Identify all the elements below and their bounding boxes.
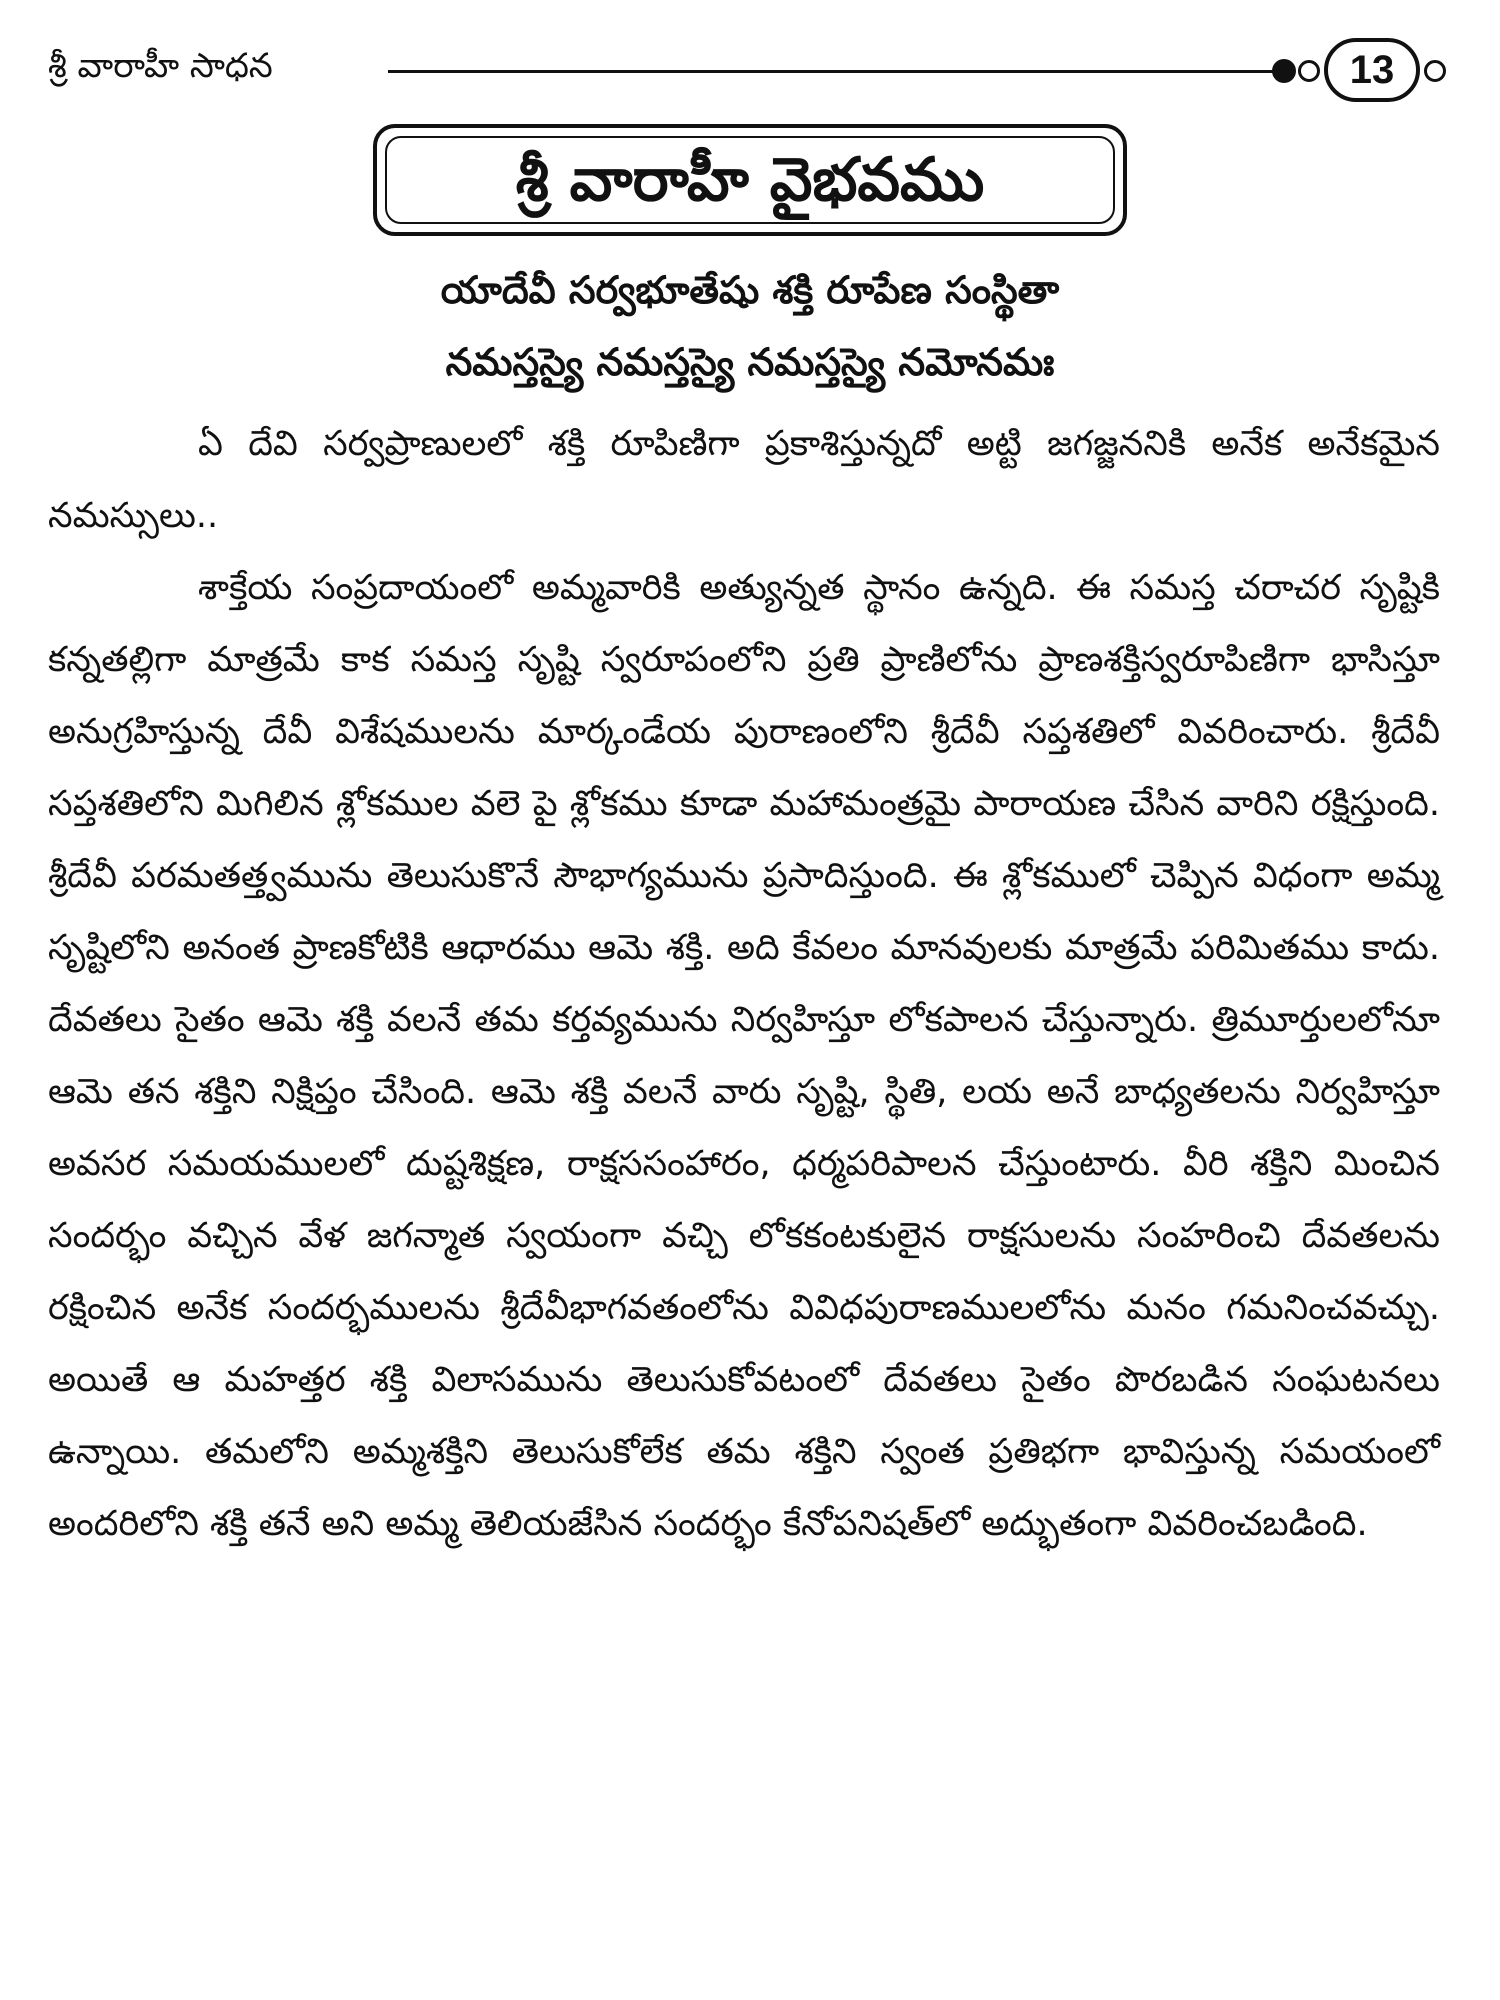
running-title: శ్రీ వారాహీ సాధన <box>48 46 273 86</box>
filled-dot-ornament-icon <box>1272 59 1296 83</box>
page-header <box>48 40 1448 96</box>
body-text <box>48 408 1440 1560</box>
ring-ornament-icon <box>1298 60 1320 82</box>
page-title: శ్రీ వారాహీ వైభవము <box>515 145 985 215</box>
paragraph: శాక్తేయ సంప్రదాయంలో అమ్మవారికి అత్యున్నత స్థానం ఉన్నది. ఈ సమస్త చరాచర సృష్టికి కన్నతల్లిగా మాత్రమే కాక సమస్త సృష్టి స్వరూపంలోని ప్రతి ప్రాణిలోను ప్రాణశక్తిస్వరూపిణిగా భాసిస్తూ అనుగ్రహిస్తున్న దేవీ విశేషములను మార్కండేయ పురాణంలోని శ్రీదేవీ సప్తశతిలో వివరించారు. శ్రీదేవీ సప్తశతిలోని మిగిలిన శ్లోకముల వలె పై శ్లోకము కూడా మహామంత్రమై పారాయణ చేసిన వారిని రక్షిస్తుంది. శ్రీదేవీ పరమతత్త్వమును తెలుసుకొనే సౌభాగ్యమును ప్రసాదిస్తుంది. ఈ శ్లోకములో చెప్పిన విధంగా అమ్మ సృష్టిలోని అనంత ప్రాణకోటికి ఆధారము ఆమె శక్తి. అది కేవలం మానవులకు మాత్రమే పరిమితము కాదు. దేవతలు సైతం ఆమె శక్తి వలనే తమ కర్తవ్యమును నిర్వహిస్తూ లోకపాలన చేస్తున్నారు. త్రిమూర్తులలోనూ ఆమె తన శక్తిని నిక్షిప్తం చేసింది. ఆమె శక్తి వలనే వారు సృష్టి, స్థితి, లయ అనే బాధ్యతలను నిర్వహిస్తూ అవసర సమయములలో దుష్టశిక్షణ, రాక్షససంహారం, ధర్మపరిపాలన చేస్తుంటారు. వీరి శక్తిని మించిన సందర్భం వచ్చిన వేళ జగన్మాత స్వయంగా వచ్చి లోకకంటకులైన రాక్షసులను సంహరించి దేవతలను రక్షించిన అనేక సందర్భములను శ్రీదేవీభాగవతంలోను వివిధపురాణములలోను మనం గమనించవచ్చు. అయితే ఆ మహత్తర శక్తి విలాసమును తెలుసుకోవటంలో దేవతలు సైతం పొరబడిన సంఘటనలు ఉన్నాయి. తమలోని అమ్మశక్తిని తెలుసుకోలేక తమ శక్తిని స్వంత ప్రతిభగా భావిస్తున్న సమయంలో అందరిలోని శక్తి తనే అని అమ్మ తెలియజేసిన సందర్భం కేనోపనిషత్‌లో అద్భుతంగా వివరించబడింది. <box>48 568 1440 1544</box>
verse-line-1: యాదేవీ సర్వభూతేషు శక్తి రూపేణ సంస్థితా <box>440 268 1060 312</box>
ring-ornament-icon <box>1424 60 1446 82</box>
title-frame <box>373 124 1127 236</box>
header-rule <box>388 70 1278 73</box>
page-number: 13 <box>1324 38 1420 102</box>
verse-line-2: నమస్తస్యై నమస్తస్యై నమస్తస్యై నమోనమః <box>445 340 1055 384</box>
paragraph: ఏ దేవి సర్వప్రాణులలో శక్తి రూపిణిగా ప్రకాశిస్తున్నదో అట్టి జగజ్జననికి అనేక అనేకమైన నమస్సులు.. <box>48 424 1440 536</box>
